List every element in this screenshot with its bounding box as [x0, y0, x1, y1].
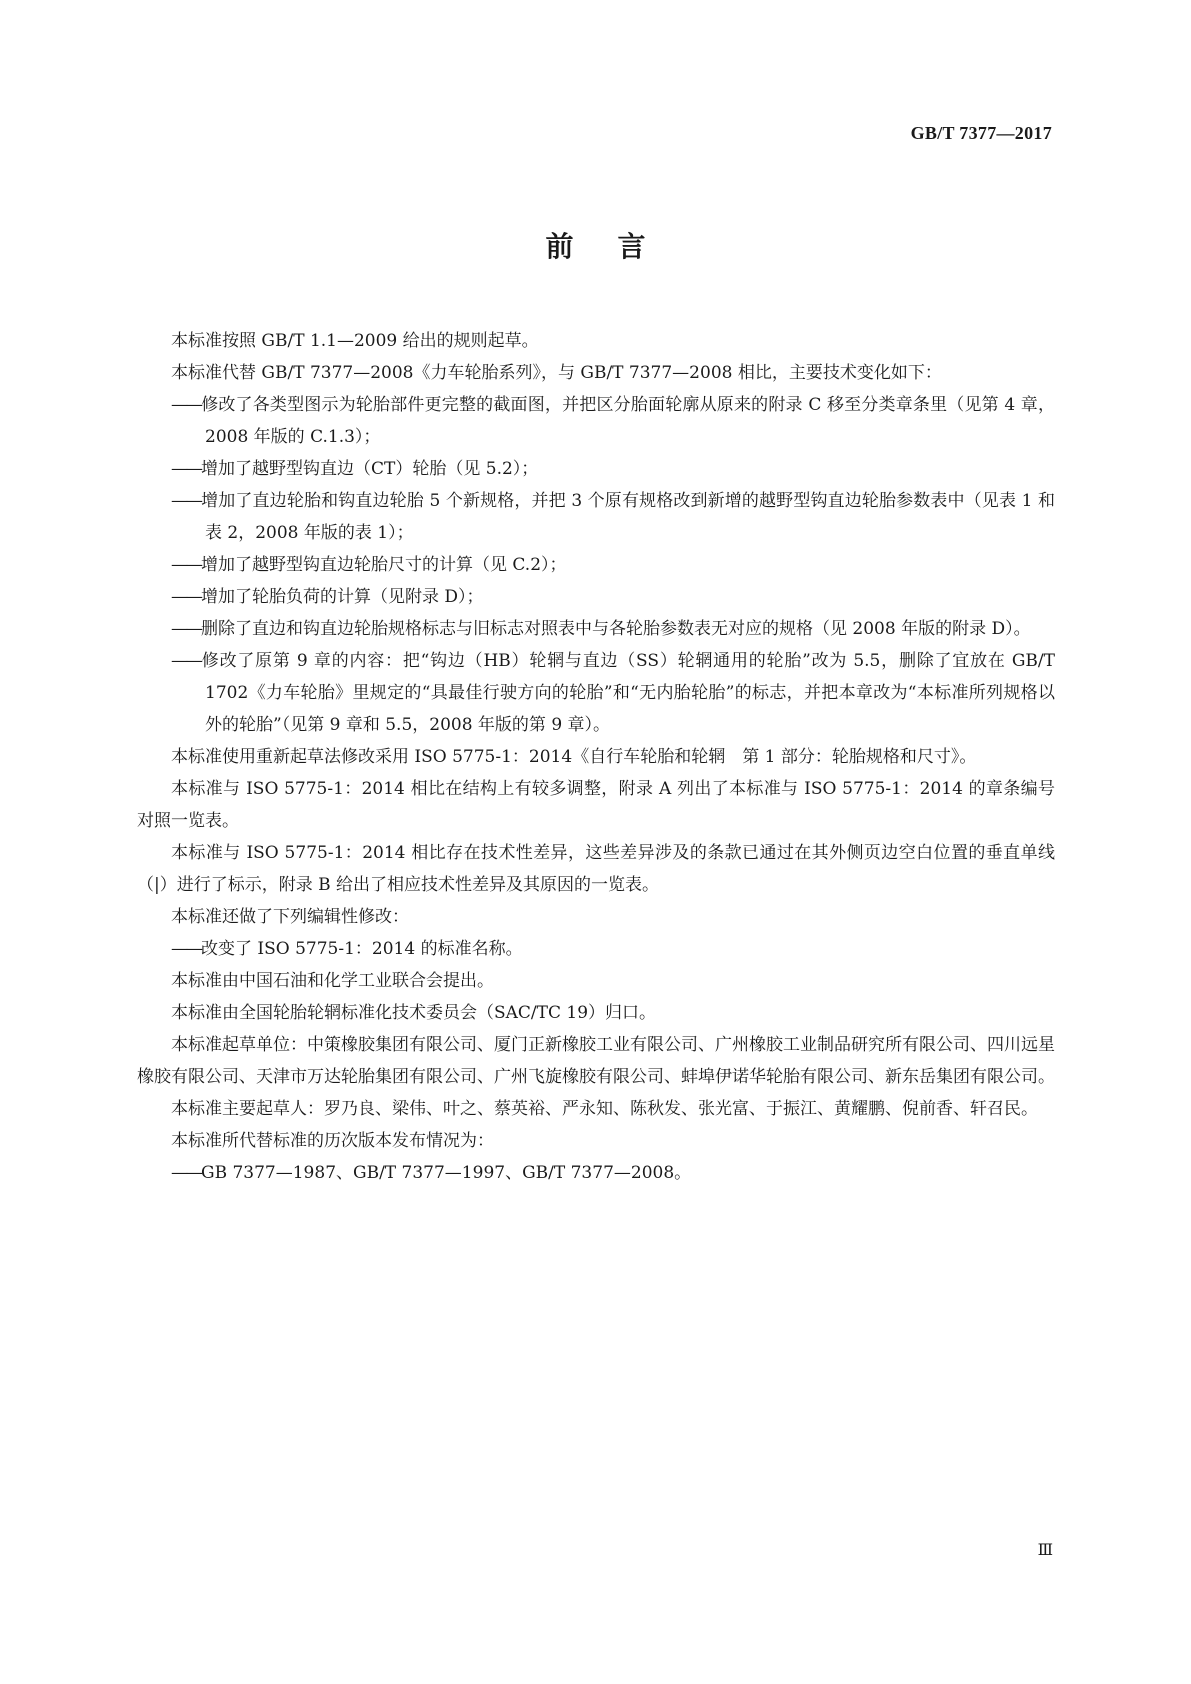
dash-item-text: 修改了各类型图示为轮胎部件更完整的截面图，并把区分胎面轮廓从原来的附录 C 移至分类章条里（见第 4 章，2008 年版的 C.1.3）； — [201, 395, 1055, 447]
dash-list-item — [137, 485, 1055, 549]
dash-marker: —— — [171, 1163, 201, 1183]
dash-list-item — [137, 933, 1055, 965]
paragraph: 本标准与 ISO 5775-1：2014 相比在结构上有较多调整，附录 A 列出了本标准与 ISO 5775-1：2014 的章条编号对照一览表。 — [137, 779, 1055, 831]
dash-marker: —— — [171, 491, 201, 511]
dash-marker: —— — [171, 459, 201, 479]
paragraph: 本标准所代替标准的历次版本发布情况为： — [171, 1131, 494, 1151]
dash-list-item — [137, 613, 1055, 645]
paragraph: 本标准使用重新起草法修改采用 ISO 5775-1：2014《自行车轮胎和轮辋 第 1 部分：轮胎规格和尺寸》。 — [171, 747, 977, 767]
paragraph: 本标准按照 GB/T 1.1—2009 给出的规则起草。 — [171, 331, 539, 351]
paragraph: 本标准起草单位：中策橡胶集团有限公司、厦门正新橡胶工业有限公司、广州橡胶工业制品研究所有限公司、四川远星橡胶有限公司、天津市万达轮胎集团有限公司、广州飞旋橡胶有限公司、蚌埠伊诺华轮胎有限公司、新东岳集团有限公司。 — [137, 1035, 1055, 1087]
dash-list-item — [137, 453, 1055, 485]
paragraph: 本标准主要起草人：罗乃良、梁伟、叶之、蔡英裕、严永知、陈秋发、张光富、于振江、黄耀鹏、倪前香、轩召民。 — [171, 1099, 1038, 1119]
dash-item-text: 增加了轮胎负荷的计算（见附录 D）； — [201, 587, 484, 607]
dash-list-item — [137, 1157, 1055, 1189]
foreword-body — [137, 325, 1055, 1189]
page-number: Ⅲ — [1037, 1542, 1053, 1559]
dash-marker: —— — [171, 619, 201, 639]
dash-marker: —— — [171, 555, 201, 575]
dash-list-item — [137, 549, 1055, 581]
paragraph: 本标准由中国石油和化学工业联合会提出。 — [171, 971, 494, 991]
dash-list-item — [137, 645, 1055, 741]
dash-item-text: GB 7377—1987、GB/T 7377—1997、GB/T 7377—2008。 — [201, 1163, 692, 1183]
dash-item-text: 增加了越野型钩直边（CT）轮胎（见 5.2）； — [201, 459, 539, 479]
dash-marker: —— — [171, 587, 201, 607]
dash-list-item — [137, 581, 1055, 613]
dash-item-text: 修改了原第 9 章的内容：把“钩边（HB）轮辋与直边（SS）轮辋通用的轮胎”改为 5.5，删除了宜放在 GB/T 1702《力车轮胎》里规定的“具最佳行驶方向的轮胎”和“无内胎轮胎”的标志，并把本章改为“本标准所列规格以外的轮胎”（见第 9 章和 5.5，2008 年版的第 9 章）。 — [201, 651, 1055, 735]
dash-item-text: 删除了直边和钩直边轮胎规格标志与旧标志对照表中与各轮胎参数表无对应的规格（见 2008 年版的附录 D）。 — [201, 619, 1031, 639]
dash-marker: —— — [171, 395, 201, 415]
dash-list-item — [137, 389, 1055, 453]
dash-item-text: 增加了越野型钩直边轮胎尺寸的计算（见 C.2）； — [201, 555, 567, 575]
paragraph: 本标准代替 GB/T 7377—2008《力车轮胎系列》，与 GB/T 7377—2008 相比，主要技术变化如下： — [171, 363, 942, 383]
dash-marker: —— — [171, 651, 201, 671]
dash-marker: —— — [171, 939, 201, 959]
paragraph: 本标准还做了下列编辑性修改： — [171, 907, 409, 927]
paragraph: 本标准由全国轮胎轮辋标准化技术委员会（SAC/TC 19）归口。 — [171, 1003, 657, 1023]
standard-code: GB/T 7377—2017 — [910, 123, 1052, 143]
dash-item-text: 改变了 ISO 5775-1：2014 的标准名称。 — [201, 939, 523, 959]
paragraph: 本标准与 ISO 5775-1：2014 相比存在技术性差异，这些差异涉及的条款已通过在其外侧页边空白位置的垂直单线（|）进行了标示，附录 B 给出了相应技术性差异及其原因的一览表。 — [137, 843, 1055, 895]
page-title: 前言 — [545, 230, 690, 263]
dash-item-text: 增加了直边轮胎和钩直边轮胎 5 个新规格，并把 3 个原有规格改到新增的越野型钩直边轮胎参数表中（见表 1 和表 2，2008 年版的表 1）； — [201, 491, 1055, 543]
